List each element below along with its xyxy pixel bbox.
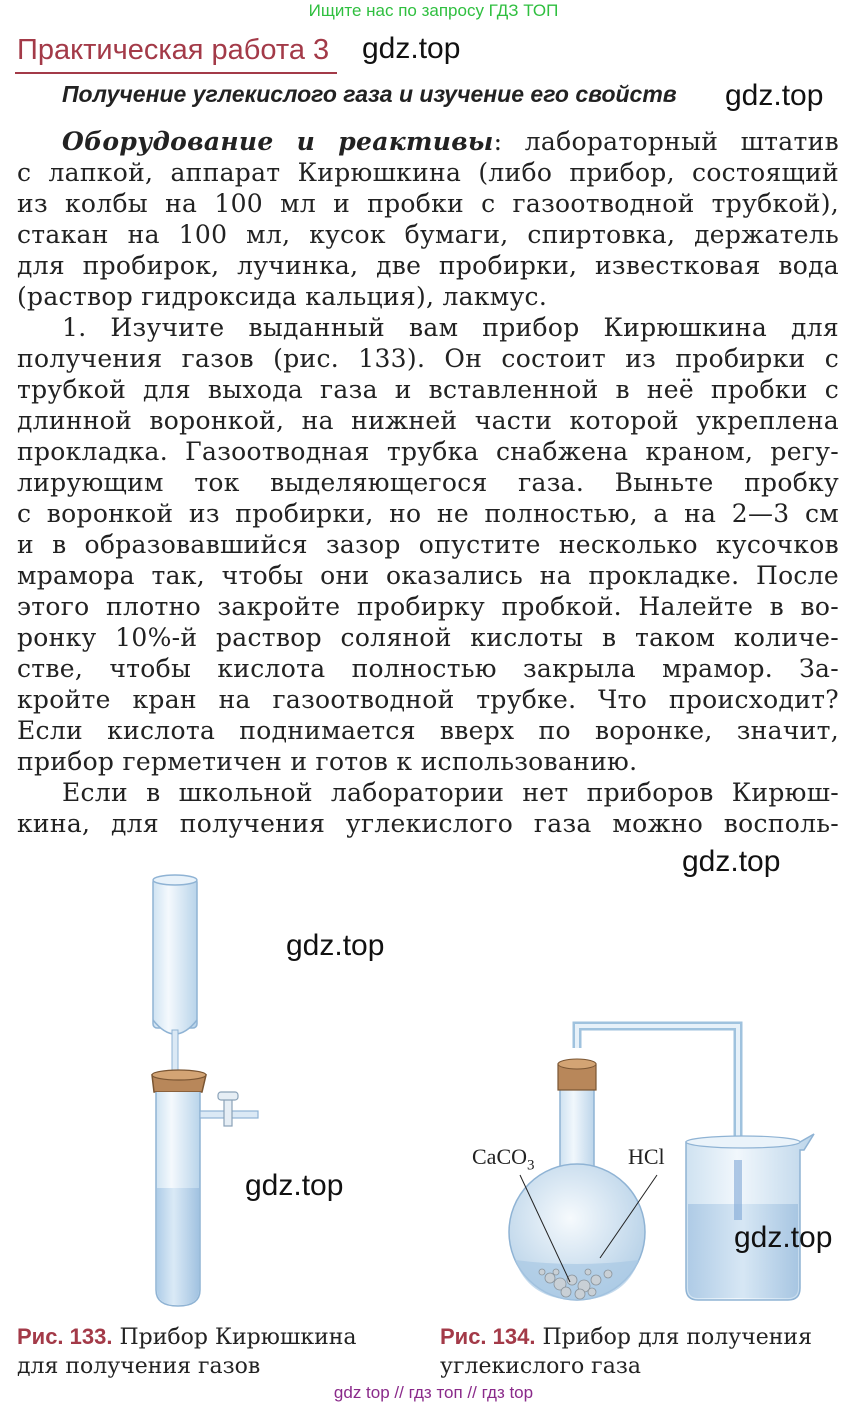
watermark: gdz.top xyxy=(245,1169,344,1202)
text-line: (раствор гидроксида кальция), лакмус. xyxy=(17,282,548,311)
equipment-rest: : лабораторный штатив xyxy=(493,127,839,156)
caco3-subscript: 3 xyxy=(527,1157,535,1174)
caco3-main: CaCO xyxy=(472,1144,527,1169)
figure-133-label: Рис. 133. xyxy=(17,1324,113,1349)
hcl-label: HCl xyxy=(628,1144,665,1169)
bottom-banner[interactable]: gdz top // гдз топ // гдз top xyxy=(333,1383,534,1402)
text-line: Если в школьной лаборатории нет приборов Кирюш- xyxy=(62,778,839,807)
figure-134-text: Прибор для получения xyxy=(535,1325,812,1350)
text-line xyxy=(62,127,839,158)
figure-133-caption xyxy=(17,1322,357,1381)
text-line: ронку 10%-й раствор соляной кислоты в таком количе- xyxy=(17,623,839,652)
kiryushkin-apparatus-figure xyxy=(120,870,280,1310)
figure-134-label: Рис. 134. xyxy=(440,1324,536,1349)
watermark: gdz.top xyxy=(286,929,385,962)
watermark: gdz.top xyxy=(725,79,824,112)
figure-134-caption xyxy=(440,1322,812,1381)
text-line: стакан на 100 мл, кусок бумаги, спиртовка, держатель xyxy=(17,220,839,249)
text-line: 1. Изучите выданный вам прибор Кирюшкина для xyxy=(62,313,839,342)
text-line: Если кислота поднимается вверх по воронке, значит, xyxy=(17,716,839,745)
text-line: получения газов (рис. 133). Он состоит из пробирки с xyxy=(17,344,839,373)
text-line: с лапкой, аппарат Кирюшкина (либо прибор, состоящий xyxy=(17,158,839,187)
text-line: и в образовавшийся зазор опустите несколько кусочков xyxy=(17,530,839,559)
page-subtitle: Получение углекислого газа и изучение его свойств xyxy=(62,81,677,107)
page-title: Практическая работа 3 xyxy=(17,34,330,66)
text-line: мрамора так, чтобы они оказались на прокладке. После xyxy=(17,561,839,590)
text-line: лирующим ток выделяющегося газа. Выньте пробку xyxy=(17,468,839,497)
text-line: из колбы на 100 мл и пробки с газоотводной трубкой), xyxy=(17,189,839,218)
text-line: кина, для получения углекислого газа можно восполь- xyxy=(17,809,839,838)
text-line: прокладка. Газоотводная трубка снабжена краном, регу- xyxy=(17,437,839,466)
text-line: трубкой для выхода газа и вставленной в неё пробки с xyxy=(17,375,839,404)
title-underline xyxy=(15,72,337,74)
watermark: gdz.top xyxy=(734,1221,833,1254)
co2-apparatus-figure xyxy=(500,1010,833,1310)
figure-133-text: Прибор Кирюшкина xyxy=(112,1325,357,1350)
text-line: длинной воронкой, на нижней части которой укреплена xyxy=(17,406,839,435)
equipment-label: Оборудование и реактивы xyxy=(62,127,494,156)
watermark: gdz.top xyxy=(682,845,781,878)
text-line: с воронкой из пробирки, но не полностью, а на 2—3 см xyxy=(17,499,839,528)
text-line: этого плотно закройте пробирку пробкой. Налейте в во- xyxy=(17,592,839,621)
text-line: для пробирок, лучинка, две пробирки, известковая вода xyxy=(17,251,839,280)
figure-134-text: углекислого газа xyxy=(440,1354,641,1379)
top-banner[interactable]: Ищите нас по запросу ГДЗ ТОП xyxy=(308,1,559,20)
text-line: прибор герметичен и готов к использованию. xyxy=(17,747,638,776)
caco3-label xyxy=(472,1144,535,1174)
text-line: кройте кран на газоотводной трубке. Что происходит? xyxy=(17,685,839,714)
text-line: стве, чтобы кислота полностью закрыла мрамор. За- xyxy=(17,654,839,683)
figure-133-text: для получения газов xyxy=(17,1354,261,1379)
watermark: gdz.top xyxy=(362,32,461,65)
